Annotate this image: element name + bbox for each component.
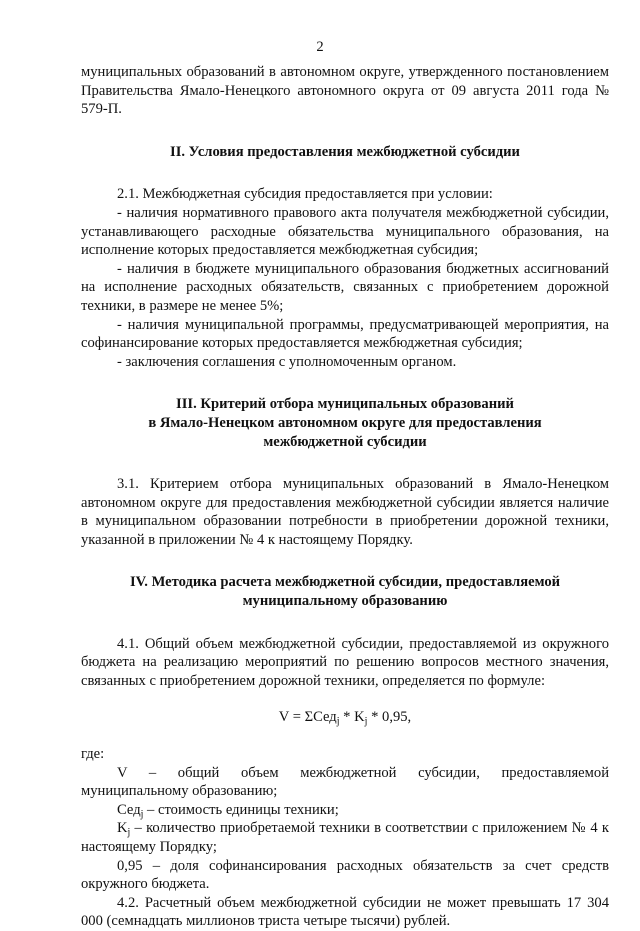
formula-lhs: V = ΣСед xyxy=(278,709,337,726)
section-3-title xyxy=(81,395,609,451)
section-3-title-line3: межбюджетной субсидии xyxy=(263,433,427,450)
definition-095: 0,95 – доля софинансирования расходных обязательств за счет средств окружного бюджета. xyxy=(81,857,609,893)
condition-item-3: - наличия муниципальной программы, предусматривающей мероприятия, на софинансирование которых предоставляется межбюджетная субсидия; xyxy=(81,316,609,352)
document-body xyxy=(81,63,609,931)
k-subscript: j xyxy=(127,827,131,839)
sed-symbol: Сед xyxy=(117,801,141,818)
section-3-p1: 3.1. Критерием отбора муниципальных образований в Ямало-Ненецком автономном округе для предоставления межбюджетной субсидии является наличие в муниципальном образовании потребности в приобретении дорожной техники, указанной в приложении № 4 к настоящему Порядку. xyxy=(81,476,609,548)
section-4-title-line1: IV. Методика расчета межбюджетной субсидии, предоставляемой xyxy=(129,574,561,591)
definition-k xyxy=(81,819,609,856)
formula-rhs: * 0,95, xyxy=(367,709,412,726)
page-number: 2 xyxy=(316,39,324,55)
where-label: где: xyxy=(81,746,105,763)
section-4-p1: 4.1. Общий объем межбюджетной субсидии, предоставляемой из окружного бюджета на реализацию мероприятий по решению вопросов местного значения, связанных с приобретением дорожной техники, определяется по формуле: xyxy=(81,635,609,689)
sed-text: – стоимость единицы техники; xyxy=(143,801,339,818)
definition-v: V – общий объем межбюджетной субсидии, предоставляемой муниципальному образованию; xyxy=(81,764,609,800)
formula-mid: * K xyxy=(339,709,365,726)
condition-item-1: - наличия нормативного правового акта получателя межбюджетной субсидии, устанавливающего расходные обязательства муниципального образования, на исполнение которых предоставляется межбюджетная субсидия; xyxy=(81,204,609,259)
sed-subscript: j xyxy=(140,808,144,820)
section-3-title-line2: в Ямало-Ненецком автономном округе для предоставления xyxy=(148,414,542,431)
definition-sed xyxy=(81,801,609,820)
condition-item-4: - заключения соглашения с уполномоченным органом. xyxy=(117,353,457,370)
subsidy-formula xyxy=(81,708,609,727)
section-4-title-line2: муниципальному образованию xyxy=(242,593,448,610)
k-symbol: K xyxy=(117,820,128,837)
section-3-title-line1: III. Критерий отбора муниципальных образований xyxy=(176,396,514,413)
intro-paragraph: муниципальных образований в автономном округе, утвержденного постановлением Правительства Ямало-Ненецкого автономного округа от 09 августа 2011 года № 579-П. xyxy=(81,64,609,118)
section-2-p1: 2.1. Межбюджетная субсидия предоставляется при условии: xyxy=(117,186,493,203)
k-text: – количество приобретаемой техники в соответствии с приложением № 4 к настоящему Порядку; xyxy=(81,820,609,855)
formula-sub-j-1: j xyxy=(336,716,340,728)
section-4-p2: 4.2. Расчетный объем межбюджетной субсидии не может превышать 17 304 000 (семнадцать миллионов триста четыре тысячи) рублей. xyxy=(81,894,609,930)
section-2-title: II. Условия предоставления межбюджетной субсидии xyxy=(170,143,520,160)
formula-sub-j-2: j xyxy=(364,716,368,728)
condition-item-2: - наличия в бюджете муниципального образования бюджетных ассигнований на исполнение расходных обязательств, связанных с приобретением дорожной техники, в размере не менее 5%; xyxy=(81,260,609,314)
section-4-title xyxy=(81,573,609,610)
